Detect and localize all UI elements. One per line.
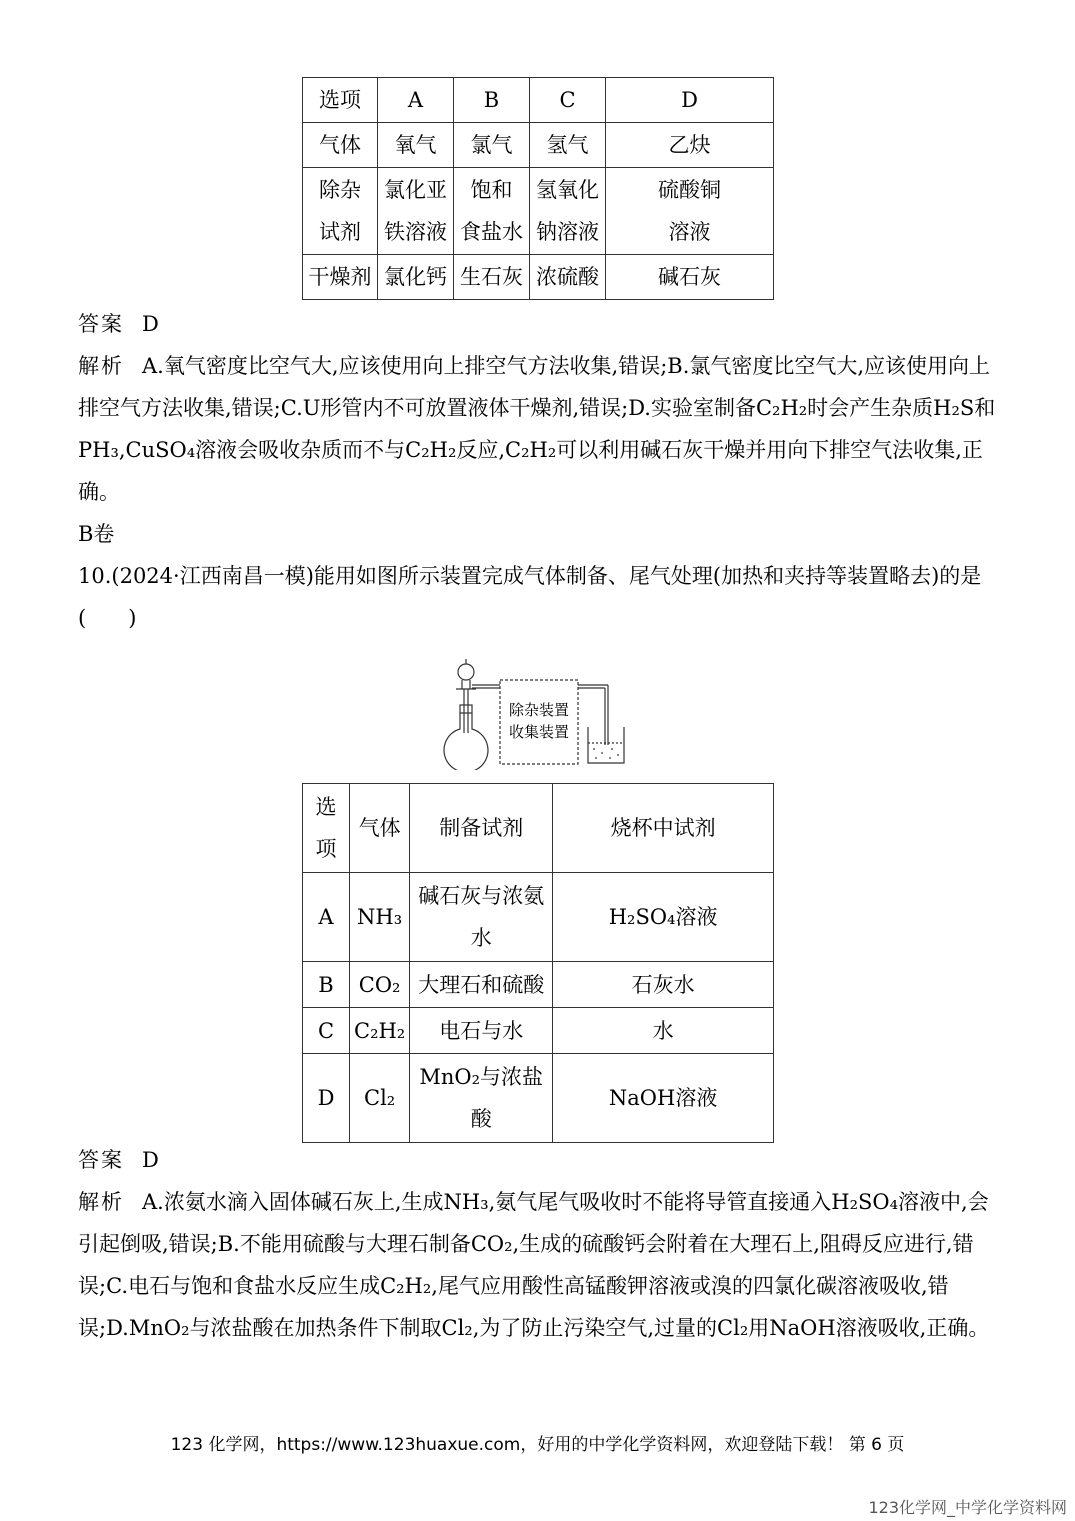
table-cell: 烧杯中试剂 [553, 784, 774, 873]
apparatus-diagram [440, 645, 640, 770]
table-cell: 氯化亚 铁溶液 [378, 168, 454, 255]
analysis-text: A.氧气密度比空气大,应该使用向上排空气方法收集,错误;B.氯气密度比空气大,应该使用向上排空气方法收集,错误;C.U形管内不可放置液体干燥剂,错误;D.实验室制备C₂H₂时会产生杂质H₂S和PH₃,CuSO₄溶液会吸收杂质而不与C₂H₂反应,C₂H₂可以利用碱石灰干燥并用向下排空气法收集,正确。 [78, 354, 996, 504]
question-text: 10.(2024·江西南昌一模)能用如图所示装置完成气体制备、尾气处理(加热和夹持等装置略去)的是 [78, 564, 982, 588]
analysis-text: A.浓氨水滴入固体碱石灰上,生成NH₃,氨气尾气吸收时不能将导管直接通入H₂SO₄溶液中,会引起倒吸,错误;B.不能用硫酸与大理石制备CO₂,生成的硫酸钙会附着在大理石上,阻碍反应进行,错误;C.电石与饱和食盐水反应生成C₂H₂,尾气应用酸性高锰酸钾溶液或溴的四氯化碳溶液吸收,错误;D.MnO₂与浓盐酸在加热条件下制取Cl₂,为了防止污染空气,过量的Cl₂用NaOH溶液吸收,正确。 [78, 1190, 990, 1340]
question-10 [78, 555, 1003, 639]
table-cell: 氢气 [530, 123, 606, 168]
table-cell: A [303, 873, 350, 962]
table-cell: H₂SO₄溶液 [553, 873, 774, 962]
table-cell: 电石与水 [410, 1008, 553, 1054]
table-cell: 气体 [350, 784, 410, 873]
table-row [303, 1054, 774, 1143]
table-row [303, 784, 774, 873]
answer-label: 答案 [78, 1148, 124, 1172]
table-cell: 氯化钙 [378, 255, 454, 300]
table-cell: D [606, 78, 774, 123]
table-cell: 氯气 [454, 123, 530, 168]
table-cell: 碱石灰 [606, 255, 774, 300]
table-row [303, 78, 774, 123]
table-cell: 浓硫酸 [530, 255, 606, 300]
table-cell: 硫酸铜 溶液 [606, 168, 774, 255]
flask-icon [444, 713, 488, 770]
options-table-1 [302, 77, 774, 300]
table-cell: 氧气 [378, 123, 454, 168]
analysis-label: 解析 [78, 1190, 124, 1214]
answer-2 [78, 1139, 1003, 1181]
analysis-label: 解析 [78, 354, 124, 378]
box-label-line2: 收集装置 [508, 723, 570, 741]
table-cell: 气体 [303, 123, 378, 168]
section-b-heading: B卷 [78, 522, 115, 546]
table-row [303, 1008, 774, 1054]
table-row [303, 962, 774, 1008]
table-cell: NaOH溶液 [553, 1054, 774, 1143]
analysis-2 [78, 1181, 1003, 1349]
table-cell: 水 [553, 1008, 774, 1054]
table-cell: 乙炔 [606, 123, 774, 168]
table-cell: 饱和 食盐水 [454, 168, 530, 255]
answer-value: D [142, 1148, 159, 1172]
answer-1 [78, 303, 1003, 345]
table-cell: 生石灰 [454, 255, 530, 300]
table-cell: 选 项 [303, 784, 350, 873]
table-row [303, 873, 774, 962]
table-cell: C [303, 1008, 350, 1054]
table-cell: NH₃ [350, 873, 410, 962]
dashed-box [500, 680, 578, 764]
table-cell: B [303, 962, 350, 1008]
table-cell: A [378, 78, 454, 123]
table-cell: 碱石灰与浓氨 水 [410, 873, 553, 962]
table-cell: B [454, 78, 530, 123]
table-cell: C [530, 78, 606, 123]
table-row [303, 168, 774, 255]
table-row [303, 123, 774, 168]
table-cell: 干燥剂 [303, 255, 378, 300]
table-cell: D [303, 1054, 350, 1143]
watermark: 123化学网_中学化学资料网 [868, 1498, 1067, 1517]
funnel-bulb-icon [458, 664, 474, 680]
analysis-1 [78, 345, 1003, 513]
table-cell: 选项 [303, 78, 378, 123]
table-cell: MnO₂与浓盐 酸 [410, 1054, 553, 1143]
box-label-line1: 除杂装置 [508, 701, 570, 719]
answer-label: 答案 [78, 312, 124, 336]
table-cell: 除杂 试剂 [303, 168, 378, 255]
table-cell: 氢氧化 钠溶液 [530, 168, 606, 255]
answer-blank: ( ) [78, 606, 137, 630]
table-cell: C₂H₂ [350, 1008, 410, 1054]
table-row [303, 255, 774, 300]
answer-value: D [142, 312, 159, 336]
table-cell: 大理石和硫酸 [410, 962, 553, 1008]
options-table-2 [302, 783, 774, 1143]
table-cell: 石灰水 [553, 962, 774, 1008]
table-cell: 制备试剂 [410, 784, 553, 873]
table-cell: Cl₂ [350, 1054, 410, 1143]
table-cell: CO₂ [350, 962, 410, 1008]
page-footer: 123 化学网，https://www.123huaxue.com，好用的中学化学资料网，欢迎登陆下载！ 第 6 页 [170, 1435, 905, 1455]
beaker-icon [588, 727, 624, 763]
